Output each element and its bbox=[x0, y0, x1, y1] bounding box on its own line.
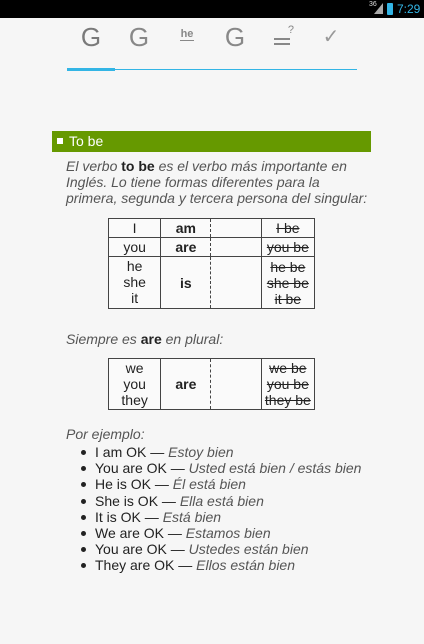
fill-blank-icon: he bbox=[180, 28, 194, 40]
table-row bbox=[109, 219, 315, 238]
exercise-tabbar bbox=[0, 18, 424, 60]
pronoun-cell: he she it bbox=[109, 257, 161, 309]
wrong-form-cell: you be bbox=[261, 238, 314, 257]
tab-quiz[interactable] bbox=[259, 22, 307, 52]
signal-label: 36 bbox=[369, 1, 377, 8]
table-row bbox=[109, 257, 315, 309]
list-item: She is OK — Ella está bien bbox=[80, 493, 361, 509]
blank-cell bbox=[211, 257, 261, 309]
blank-cell bbox=[211, 238, 261, 257]
clock: 7:29 bbox=[397, 2, 421, 16]
section-header bbox=[52, 131, 371, 152]
pronoun-cell: you bbox=[109, 238, 161, 257]
table-row bbox=[109, 359, 315, 410]
list-item: You are OK — Usted está bien / estás bien bbox=[80, 460, 361, 476]
examples-list bbox=[80, 444, 361, 574]
check-icon: ✓ bbox=[322, 26, 340, 48]
wrong-form-cell: I be bbox=[261, 219, 314, 238]
tab-grammar-3[interactable] bbox=[211, 22, 259, 52]
verb-cell: am bbox=[161, 219, 211, 238]
plural-note: Siempre es are en plural: bbox=[66, 331, 224, 347]
grammar-icon: G bbox=[128, 22, 150, 52]
battery-icon bbox=[387, 3, 393, 15]
list-item: You are OK — Ustedes están bien bbox=[80, 541, 361, 557]
tab-check[interactable] bbox=[307, 22, 355, 52]
bullet-square-icon bbox=[57, 138, 63, 144]
tab-grammar-2[interactable] bbox=[115, 22, 163, 52]
section-title: To be bbox=[69, 133, 104, 149]
blank-cell bbox=[211, 359, 261, 410]
list-item: I am OK — Estoy bien bbox=[80, 444, 361, 460]
conjugation-table-plural bbox=[108, 358, 315, 410]
list-item: It is OK — Está bien bbox=[80, 509, 361, 525]
status-bar bbox=[0, 0, 424, 18]
signal-icon bbox=[374, 3, 383, 14]
examples-title: Por ejemplo: bbox=[66, 426, 145, 442]
verb-cell: are bbox=[161, 238, 211, 257]
table-row bbox=[109, 238, 315, 257]
blank-cell bbox=[211, 219, 261, 238]
grammar-icon: G bbox=[80, 22, 102, 52]
verb-cell: are bbox=[161, 359, 211, 410]
tab-grammar-1[interactable] bbox=[67, 22, 115, 52]
list-item: He is OK — Él está bien bbox=[80, 476, 361, 492]
wrong-form-cell: we be you be they be bbox=[261, 359, 314, 410]
wrong-form-cell: he be she be it be bbox=[261, 257, 314, 309]
conjugation-table-singular bbox=[108, 218, 315, 309]
tab-active-indicator bbox=[67, 68, 115, 71]
verb-cell: is bbox=[161, 257, 211, 309]
grammar-icon: G bbox=[224, 22, 246, 52]
list-item: They are OK — Ellos están bien bbox=[80, 557, 361, 573]
pronoun-cell: we you they bbox=[109, 359, 161, 410]
pronoun-cell: I bbox=[109, 219, 161, 238]
list-item: We are OK — Estamos bien bbox=[80, 525, 361, 541]
intro-text: El verbo to be es el verbo más importante en Inglés. Lo tiene formas diferentes para la primera, segunda y tercera persona del singular: bbox=[66, 158, 368, 206]
quiz-icon: ? bbox=[272, 26, 294, 48]
tab-fill-blank[interactable] bbox=[163, 22, 211, 52]
